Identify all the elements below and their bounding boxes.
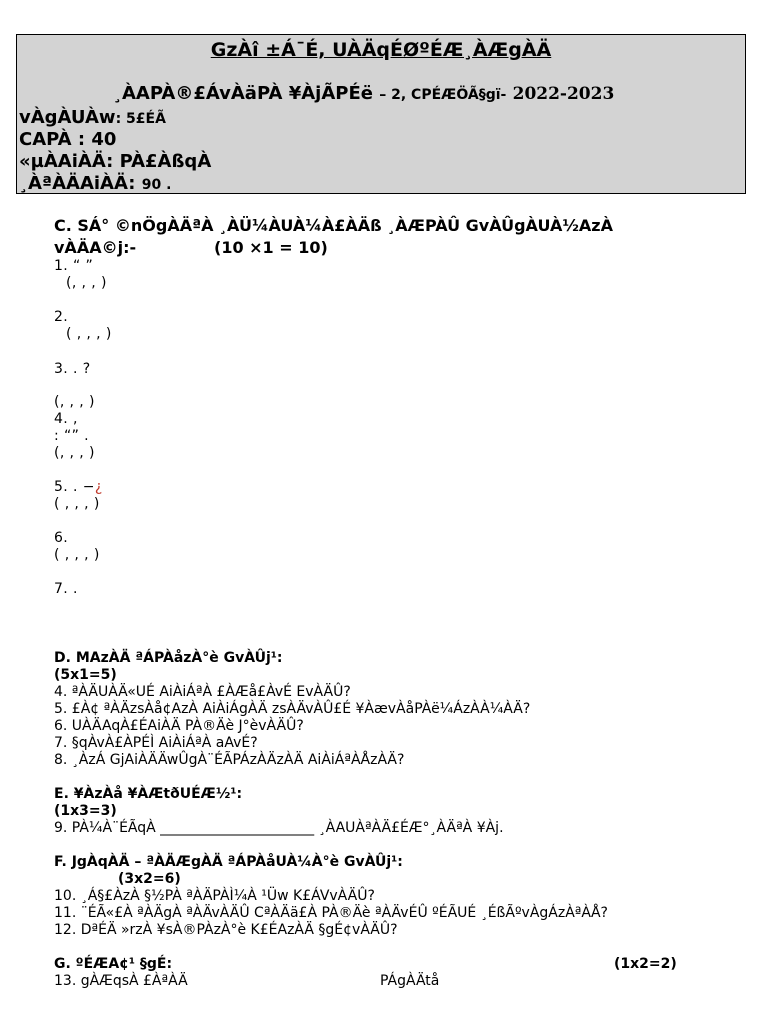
question-2: 2. <box>54 309 69 325</box>
question-5 <box>54 479 103 496</box>
question-d-6: 6. UÀÄAqÀ£ÉAiÀÄ PÀ®Äè J°èvÀÄÛ? <box>54 718 304 734</box>
time-value: 90 . <box>141 177 172 193</box>
section-e-marks: (1x3=3) <box>54 803 117 819</box>
question-7 <box>54 581 78 598</box>
question-4-options: (, , , ) <box>54 445 95 461</box>
question-e-9-text: 9. PÀ¼À¨ÉÃqÀ <box>54 820 156 836</box>
exam-title-name: ¸ÀAPÀ®£ÁvÀäPÀ ¥ÀjÃPÉë <box>113 83 373 104</box>
question-d-4: 4. ªÀÄUÀÄ«UÉ AiÀiÁªÀ £ÀÆå£ÀvÉ EvÀÄÛ? <box>54 684 351 700</box>
question-4-tail: : “” . <box>54 428 89 444</box>
marks-line: CAPÀ : 40 <box>19 129 117 150</box>
question-1: 1. “ ” <box>54 258 94 274</box>
section-d-heading: D. MAzÀÄ ªÁPÀåzÀ°è GvÀÛj¹: <box>54 650 283 666</box>
question-7-text: 7. . <box>54 581 78 597</box>
exam-header-box <box>16 34 746 194</box>
question-g-13-match: PÁgÀÄtå <box>380 973 440 989</box>
question-5-text: 5. . − <box>54 479 95 495</box>
class-line <box>19 107 166 128</box>
question-f-12: 12. DªÉÄ »rzÀ ¥sÀ®PÀzÀ°è K£ÉAzÀÄ §gÉ¢vÀÄÛ? <box>54 922 398 938</box>
question-1-options: (, , , ) <box>66 275 107 291</box>
question-e-9 <box>54 820 504 837</box>
section-c-heading: C. SÁ° ©nÖgÀÄªÀ ¸ÀÜ¼ÀUÀ¼À£ÀÄß ¸ÀÆPÀÛ GvÀÛgÀUÀ½AzÀ <box>54 216 613 235</box>
section-c-heading-tail: vÀÄA©j:- <box>54 238 137 257</box>
section-e-heading: E. ¥ÀzÀå ¥ÀÆtðUÉÆ½¹: <box>54 786 243 802</box>
question-6: 6. <box>54 530 69 546</box>
question-5-mark: ¿ <box>94 479 103 495</box>
academic-year: 2022-2023 <box>512 84 615 104</box>
class-label: vÀgÀUÀw <box>19 107 116 128</box>
section-g-heading: G. ºÉÆA¢¹ §gÉ: <box>54 956 173 972</box>
question-4-line-1: 4. , <box>54 411 78 427</box>
question-3: 3. . ? <box>54 361 91 377</box>
time-label: ¸ÀªÀÄAiÀÄ: <box>19 173 136 194</box>
section-c-marks: (10 ×1 = 10) <box>214 238 328 257</box>
question-g-13: 13. gÀÆqsÀ £ÀªÀÄ <box>54 973 188 989</box>
question-d-7: 7. §qÀvÀ£ÀPÉÌ AiÀiÁªÀ aAvÉ? <box>54 735 258 751</box>
question-4-line-2 <box>54 428 89 445</box>
exam-title <box>113 83 614 104</box>
section-f-marks: (3x2=6) <box>118 871 181 887</box>
fill-in-blank: ______________________ <box>160 820 315 836</box>
school-name: GzÀî ±Á¯É, UÀÄqÉØºÉÆ¸ÀÆgÀÄ <box>210 39 552 61</box>
question-d-5: 5. £À¢ ªÀÄzsÀå¢AzÀ AiÀiÁgÀÄ zsÀÄvÀÛ£É ¥ÀævÀåPÀë¼ÁzÀÀ¼ÀÄ? <box>54 701 531 717</box>
question-f-11: 11. ¨ÉÃ«£À ªÀÄgÀ ªÀÄvÀÄÛ CªÀÄä£À PÀ®Äè ªÀÄvÉÛ ºÉÃUÉ ¸ÉßÃºvÀgÁzÀªÀÅ? <box>54 905 608 921</box>
question-d-8: 8. ¸ÀzÁ GjAiÀÄÄwÛgÀ¨ÉÃPÁzÀÄzÀÄ AiÀiÁªÀÅzÀÄ? <box>54 752 405 768</box>
class-value: : 5£ÉÃ <box>115 111 166 127</box>
question-f-10: 10. ¸Á§£ÀzÀ §½PÀ ªÀÄPÀÌ¼À ¹Üw K£ÁVvÀÄÛ? <box>54 888 375 904</box>
question-e-9-tail: ¸ÀAUÀªÀÄ£ÉÆ°¸ÀÄªÀ ¥Àj. <box>318 820 504 836</box>
subject-line: «µÀAiÀÄ: PÀ£ÀßqÀ <box>19 151 212 172</box>
question-2-options: ( , , , ) <box>66 326 112 342</box>
question-6-options: ( , , , ) <box>54 547 100 563</box>
section-d-marks: (5x1=5) <box>54 667 117 683</box>
question-5-options: ( , , , ) <box>54 496 100 512</box>
time-line <box>19 173 171 194</box>
section-g-marks: (1x2=2) <box>614 956 677 972</box>
section-c-heading-2 <box>54 238 328 258</box>
exam-title-number: – 2, CPÉÆÖÃ§gï- <box>379 87 507 103</box>
question-3-options: (, , , ) <box>54 394 95 410</box>
section-f-heading: F. JgÀqÀÄ – ªÀÄÆgÀÄ ªÁPÀåUÀ¼À°è GvÀÛj¹: <box>54 854 403 870</box>
